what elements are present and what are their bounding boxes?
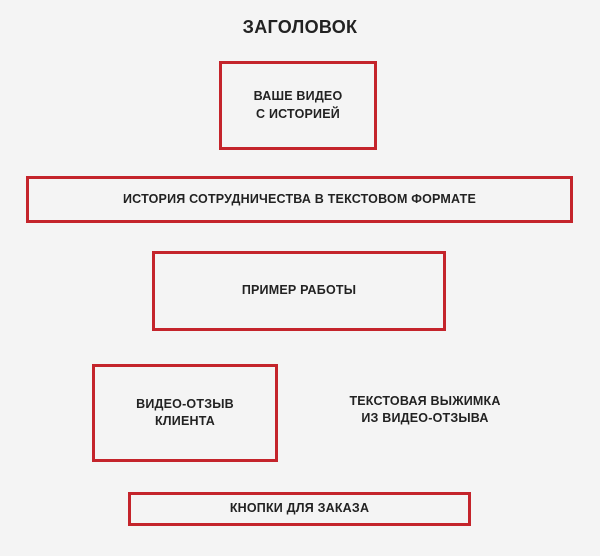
page-title: ЗАГОЛОВОК [242,17,358,37]
review-summary-line-1: ТЕКСТОВАЯ ВЫЖИМКА [349,393,501,408]
review-summary-line-2: ИЗ ВИДЕО-ОТЗЫВА [361,411,489,425]
video-review-line-2: КЛИЕНТА [154,414,215,428]
video-story-line-2: С ИСТОРИЕЙ [256,106,340,121]
video-story-line-1: ВАШЕ ВИДЕО [253,89,343,103]
work-example-label: ПРИМЕР РАБОТЫ [241,283,357,298]
video-story-block [219,61,377,150]
order-buttons-label: КНОПКИ ДЛЯ ЗАКАЗА [229,501,370,516]
video-review-block [92,364,278,462]
review-summary-text [300,380,550,440]
order-buttons-block [128,492,471,526]
video-review-line-1: ВИДЕО-ОТЗЫВ [136,396,234,411]
history-text-label: ИСТОРИЯ СОТРУДНИЧЕСТВА В ТЕКСТОВОМ ФОРМАТЕ [123,191,476,206]
work-example-block [152,251,446,331]
history-text-block [26,176,573,223]
